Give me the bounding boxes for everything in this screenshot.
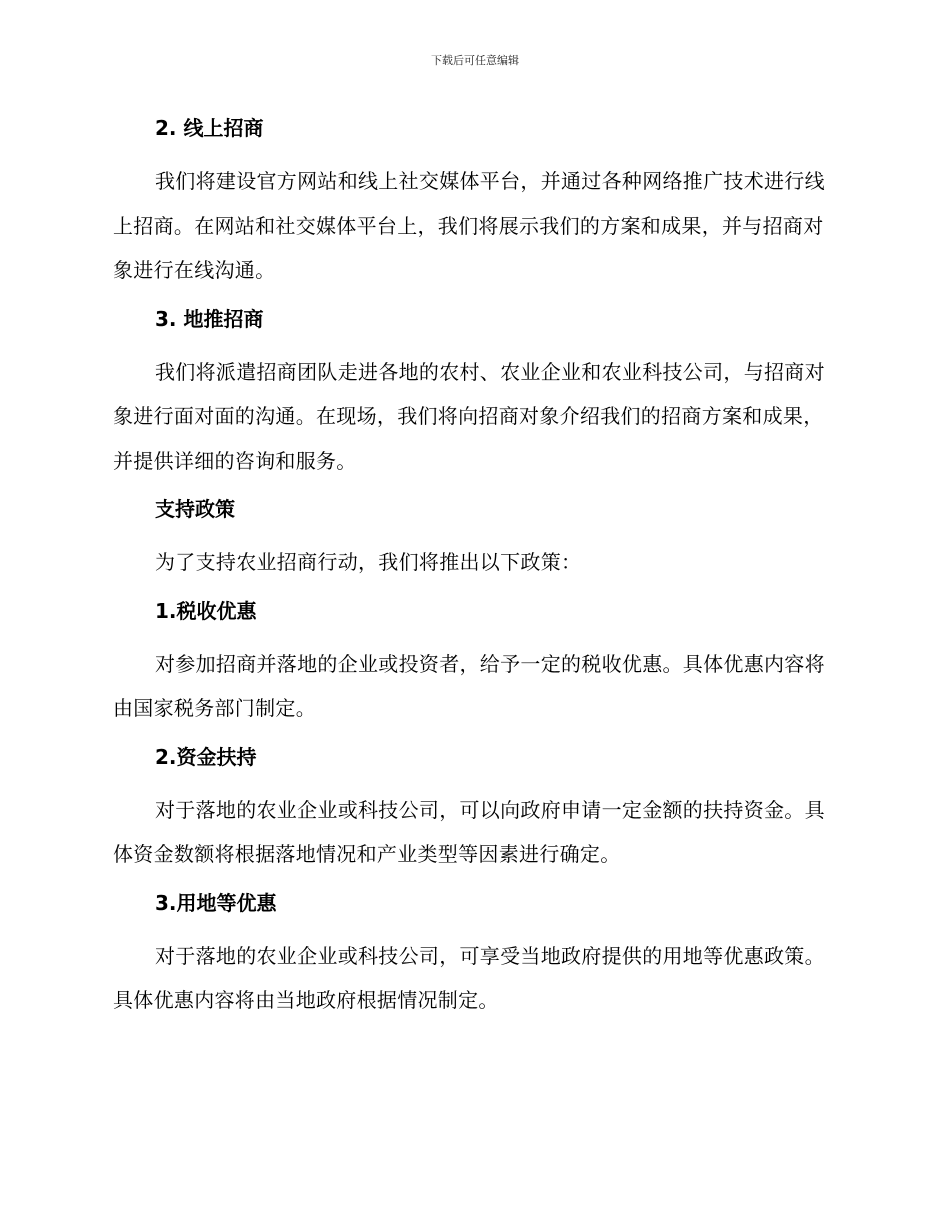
section-title-land: 3.用地等优惠: [155, 890, 277, 915]
section-body-ground: 我们将派遣招商团队走进各地的农村、农业企业和农业科技公司，与招商对象进行面对面的沟通。在现场，我们将向招商对象介绍我们的招商方案和成果，并提供详细的咨询和服务。: [113, 359, 825, 473]
section-title-fund: 2.资金扶持: [155, 744, 257, 769]
section-body-tax: 对参加招商并落地的企业或投资者，给予一定的税收优惠。具体优惠内容将由国家税务部门制定。: [113, 651, 825, 720]
section-body-fund: 对于落地的农业企业或科技公司，可以向政府申请一定金额的扶持资金。具体资金数额将根据落地情况和产业类型等因素进行确定。: [113, 797, 825, 866]
section-title-online: 2. 线上招商: [155, 116, 264, 140]
section-title-ground: 3. 地推招商: [155, 306, 264, 331]
section-body-online: 我们将建设官方网站和线上社交媒体平台，并通过各种网络推广技术进行线上招商。在网站和社交媒体平台上，我们将展示我们的方案和成果，并与招商对象进行在线沟通。: [113, 169, 825, 282]
section-intro-policy: 为了支持农业招商行动，我们将推出以下政策：: [155, 550, 582, 574]
section-body-land: 对于落地的农业企业或科技公司，可享受当地政府提供的用地等优惠政策。具体优惠内容将由当地政府根据情况制定。: [113, 943, 825, 1012]
page-header-note: 下载后可任意编辑: [431, 54, 519, 67]
document-body: [113, 112, 833, 1023]
section-title-policy: 支持政策: [155, 497, 235, 521]
section-title-tax: 1.税收优惠: [155, 598, 257, 623]
